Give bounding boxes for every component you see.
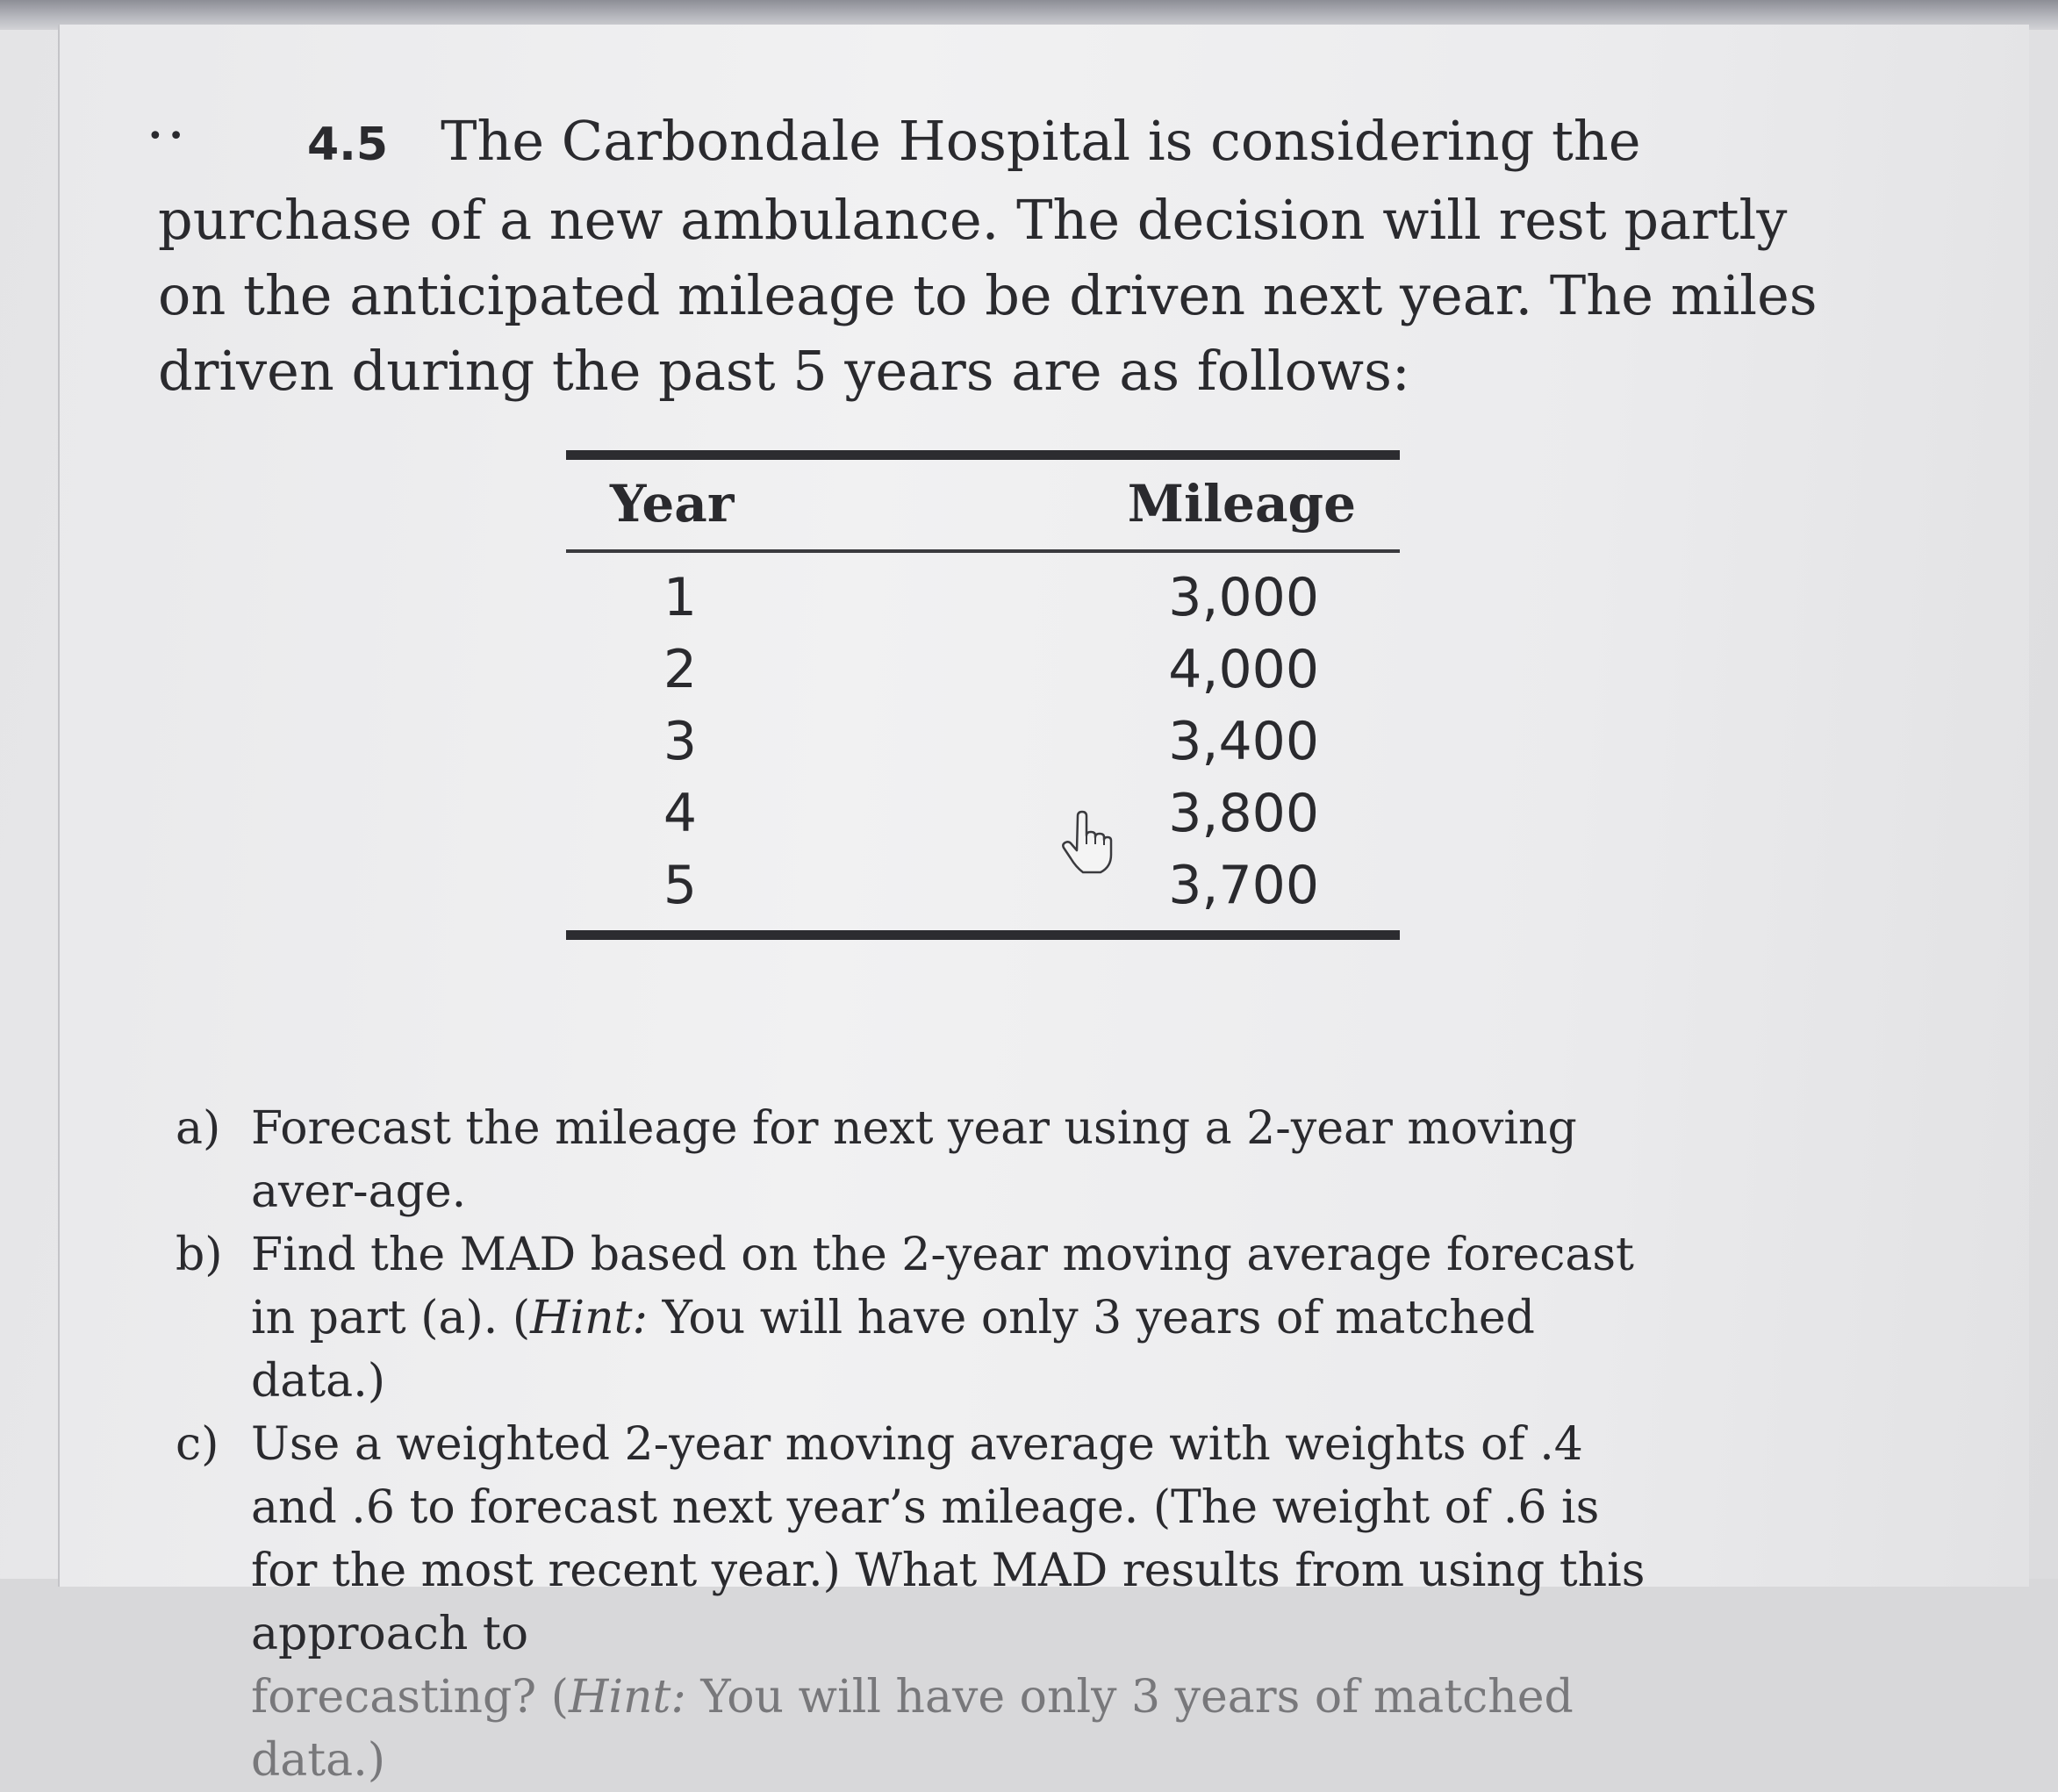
question-text-cutoff [251, 1671, 1574, 1787]
question-c [176, 1413, 1667, 1792]
question-text: Forecast the mileage for next year using a 2-year moving aver-age. [251, 1102, 1577, 1218]
question-text-part: You will have only 3 years of matched data.) [251, 1292, 1535, 1408]
table-body [566, 553, 1400, 930]
problem-text: The Carbondale Hospital is considering the purchase of a new ambulance. The decision will rest partly on the anticipated mileage to be driven next year. The miles driven during the past 5 years are as follows: [158, 109, 1818, 403]
question-text [251, 1413, 1667, 1792]
question-label: b) [176, 1229, 223, 1281]
table-row [566, 634, 1400, 706]
cell-mileage: 4,000 [1168, 639, 1319, 700]
table-row [566, 562, 1400, 634]
question-text-part: forecasting? ( [251, 1671, 569, 1724]
hint-label: Hint: [569, 1671, 686, 1724]
table-header [566, 460, 1400, 548]
header-mileage: Mileage [1127, 474, 1356, 534]
mileage-table [566, 450, 1400, 940]
cell-mileage: 3,400 [1168, 711, 1319, 772]
question-text [251, 1223, 1667, 1413]
table-row [566, 849, 1400, 921]
cell-year: 5 [663, 855, 698, 916]
table-row [566, 778, 1400, 849]
cell-year: 1 [663, 567, 698, 628]
question-label: c) [176, 1418, 219, 1471]
table-top-rule [566, 450, 1400, 460]
cell-mileage: 3,700 [1168, 855, 1319, 916]
question-list [176, 1097, 1667, 1792]
question-b [176, 1223, 1667, 1413]
problem-number: 4.5 [307, 118, 389, 171]
cell-year: 3 [663, 711, 698, 772]
cell-year: 2 [663, 639, 698, 700]
table-row [566, 706, 1400, 778]
problem-statement [158, 104, 1825, 409]
cell-mileage: 3,800 [1168, 783, 1319, 844]
question-a [176, 1097, 1667, 1223]
question-text-part: Find the MAD based on the 2-year moving average forecast in part (a). ( [251, 1229, 1634, 1344]
hand-cursor-icon [1062, 811, 1111, 874]
difficulty-dots: •• [147, 121, 190, 152]
cell-year: 4 [663, 783, 698, 844]
table-bottom-rule [566, 930, 1400, 940]
question-label: a) [176, 1102, 221, 1155]
question-text-part: You will have only 3 years of matched data.) [251, 1671, 1574, 1787]
header-year: Year [610, 474, 735, 534]
cell-mileage: 3,000 [1168, 567, 1319, 628]
question-text-part: Use a weighted 2-year moving average with weights of .4 and .6 to forecast next year’s mileage. (The weight of .6 is for the most recent year.) What MAD results from using this approach to [251, 1418, 1646, 1660]
hint-label: Hint: [530, 1292, 649, 1344]
